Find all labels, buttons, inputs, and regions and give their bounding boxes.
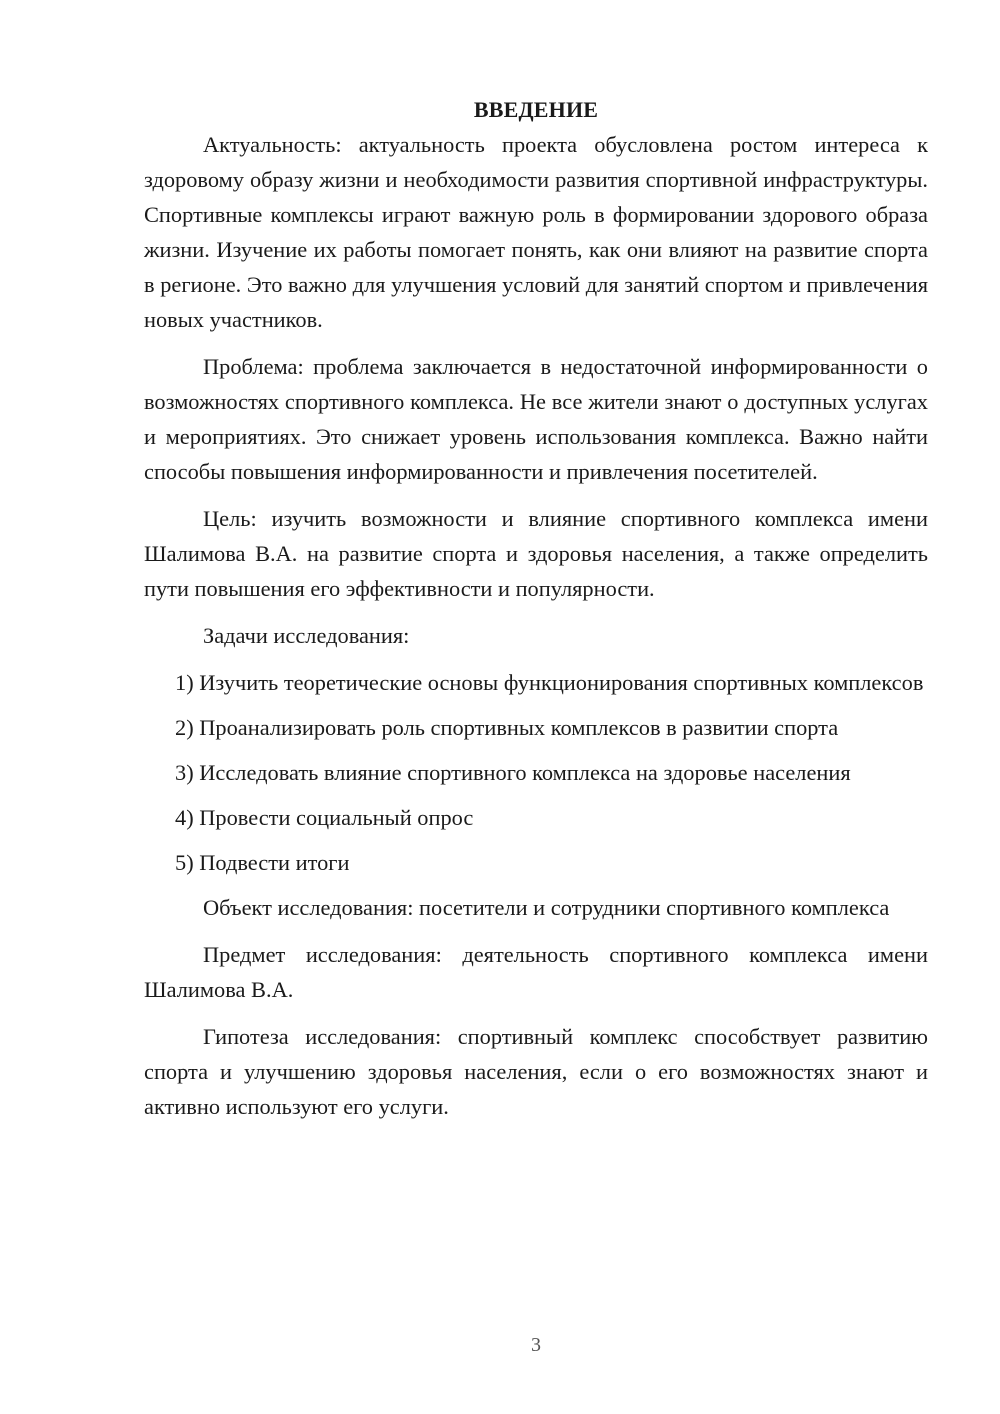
paragraph-goal: Цель: изучить возможности и влияние спортивного комплекса имени Шалимова В.А. на развитие спорта и здоровья населения, а также определить пути повышения его эффективности и популярности. [144, 506, 928, 601]
task-item-4: 4) Провести социальный опрос [175, 805, 474, 830]
paragraph-relevance: Актуальность: актуальность проекта обусловлена ростом интереса к здоровому образу жизни и необходимости развития спортивной инфраструктуры. Спортивные комплексы играют важную роль в формировании здорового образа жизни. Изучение их работы помогает понять, как они влияют на развитие спорта в регионе. Это важно для улучшения условий для занятий спортом и привлечения новых участников. [144, 132, 928, 332]
paragraph-subject: Предмет исследования: деятельность спортивного комплекса имени Шалимова В.А. [144, 942, 928, 1002]
task-item-5: 5) Подвести итоги [175, 850, 350, 875]
section-title: ВВЕДЕНИЕ [473, 97, 599, 122]
paragraph-problem: Проблема: проблема заключается в недостаточной информированности о возможностях спортивного комплекса. Не все жители знают о доступных услугах и мероприятиях. Это снижает уровень использования комплекса. Важно найти способы повышения информированности и привлечения посетителей. [144, 354, 928, 484]
task-item-2: 2) Проанализировать роль спортивных комплексов в развитии спорта [175, 715, 839, 740]
task-item-3: 3) Исследовать влияние спортивного комплекса на здоровье населения [175, 760, 851, 785]
page-content [144, 92, 928, 1136]
page-number: 3 [531, 1334, 541, 1356]
paragraph-hypothesis: Гипотеза исследования: спортивный комплекс способствует развитию спорта и улучшению здоровья населения, если о его возможностях знают и активно используют его услуги. [144, 1024, 928, 1119]
task-item-1: 1) Изучить теоретические основы функционирования спортивных комплексов [175, 670, 924, 695]
tasks-heading: Задачи исследования: [203, 623, 410, 648]
paragraph-object: Объект исследования: посетители и сотрудники спортивного комплекса [203, 895, 890, 920]
